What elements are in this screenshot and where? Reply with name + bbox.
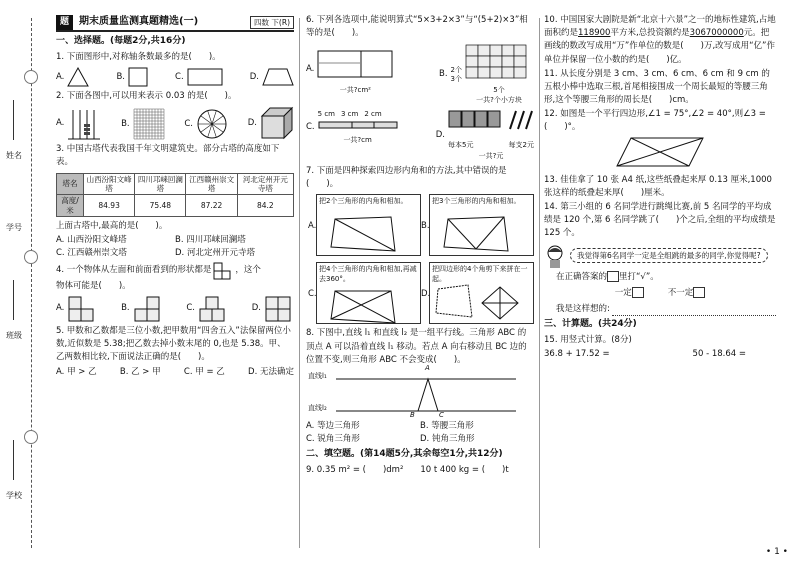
option-a-label[interactable]: A. [56, 71, 65, 82]
q8-options [306, 420, 534, 446]
table-cell: 84.2 [237, 195, 293, 217]
option-a-label[interactable]: A. [56, 303, 65, 314]
table-header: 塔名 [57, 173, 84, 195]
binding-hole [24, 250, 38, 264]
books-pens-figure [448, 109, 534, 135]
line-l1-label: 直线l₁ [308, 371, 327, 380]
check-box-sample [607, 271, 619, 282]
figure-caption: 一共?元 [478, 152, 504, 161]
table-cell: 87.22 [186, 195, 237, 217]
cube-stack-figure [198, 296, 228, 322]
option-a-label[interactable]: A. [306, 63, 315, 74]
option-d-label[interactable]: D. [247, 117, 257, 128]
q7-options [306, 194, 534, 324]
question-5 [56, 325, 294, 380]
question-7 [306, 165, 534, 324]
reason-line [544, 303, 776, 316]
option-uncertain: 不一定 [667, 287, 694, 298]
method-box-b[interactable] [421, 194, 534, 256]
table-header: 河北定州开元寺塔 [237, 173, 293, 195]
column-divider [539, 18, 540, 548]
q1-options [56, 67, 294, 87]
parallelogram-diagram [615, 136, 705, 168]
speech-bubble: 我觉得第6名同学一定是全组跳的最多的同学,你觉得呢? [570, 248, 768, 264]
figure-label: 3个 [450, 74, 462, 83]
section-title: 二、填空题。(第14题5分,其余每空1分,共12分) [306, 449, 503, 460]
square-shape [128, 67, 148, 87]
section-title: 一、选择题。(每题2分,共16分) [56, 36, 186, 46]
option-c-label[interactable]: C. [186, 303, 195, 314]
figure-caption: 一共?cm [343, 136, 372, 145]
segment-label: 3 cm [341, 110, 359, 119]
table-header: 四川邛崃回澜塔 [135, 173, 186, 195]
segment-figure [318, 120, 398, 130]
option-b[interactable]: B. 乙 > 甲 [119, 367, 161, 378]
table-cell: 84.93 [84, 195, 135, 217]
question-stem: 8. 下图中,直线 l₁ 和直线 l₂ 是一组平行线。三角形 ABC 的顶点 A 可以沿着直线 l₁ 移动。若点 A 向右移动且 BC 边的位置不变,则三角形 ABC 不会变成( )。 [306, 328, 527, 365]
question-stem: ，这个 [235, 265, 261, 276]
question-9: 9. 0.35 m² = ( )dm² 10 t 400 kg = ( )t [306, 465, 509, 476]
calc-expression: 50 - 18.64 = [692, 349, 746, 360]
underlined-number: 3067000000 [689, 28, 744, 39]
calc-row [544, 348, 776, 361]
question-stem: 物体可能是( )。 [56, 280, 131, 291]
option-b-label[interactable]: B. [121, 118, 130, 129]
section-title: 三、计算题。(共24分) [544, 319, 637, 330]
student-avatar [544, 244, 566, 268]
grade-tag: 四数 下(R) [250, 16, 294, 29]
figure-caption: 一共?cm² [339, 85, 371, 94]
question-13: 13. 佳佳拿了 10 张 A4 纸,这些纸叠起来厚 0.13 厘米,1000 张这样的纸叠起来厚( )厘米。 [544, 174, 772, 198]
page-number: • 1 • [765, 547, 788, 558]
table-header: 山西汾阳文峰塔 [84, 173, 135, 195]
q6-options-cd [306, 109, 534, 162]
method-text: 把3个三角形的内角和相加。 [432, 197, 521, 206]
check-instruction [544, 271, 776, 284]
option-a[interactable]: A. 甲 > 乙 [56, 367, 97, 378]
name-line [13, 100, 14, 140]
cube-stack-figure [67, 296, 97, 322]
question-stem: 5. 甲数和乙数都是三位小数,把甲数用“四舍五入”法保留两位小数,近似数是 5.38;把乙数去掉小数末尾的 0,也是 5.38。甲、乙两数相比较,下面说法正确的是( )。 [56, 325, 291, 363]
parallel-lines-figure [306, 363, 534, 419]
id-label: 学号 [6, 223, 22, 232]
figure-label: 每本5元 [448, 141, 474, 150]
option-b-label[interactable]: B. [121, 303, 130, 314]
column-1 [56, 14, 294, 382]
q5-options [56, 366, 294, 379]
question-text: 上面古塔中,最高的是( )。 [56, 221, 168, 232]
binding-hole [24, 70, 38, 84]
option-c[interactable]: C. 锐角三角形 [306, 434, 360, 445]
table-header: 江西赣州崇文塔 [186, 173, 237, 195]
option-a-label[interactable]: A. [56, 117, 65, 128]
point-b-label: B [410, 410, 415, 419]
method-box-a[interactable] [308, 194, 421, 256]
cube-stack-figure [264, 296, 294, 322]
segment-label: 2 cm [364, 110, 382, 119]
uncertain-checkbox[interactable] [693, 287, 705, 298]
quad-cut-angles [434, 283, 524, 321]
cube-figure [260, 106, 294, 140]
line-l2-label: 直线l₂ [308, 403, 327, 412]
tower-height-table [56, 173, 294, 218]
school-line [13, 440, 14, 480]
question-stem: 1. 下面图形中,对称轴条数最多的是( )。 [56, 51, 221, 62]
column-2 [306, 14, 534, 478]
school-label: 学校 [6, 491, 22, 500]
certain-checkbox[interactable] [632, 287, 644, 298]
cube-stack-figure [133, 296, 163, 322]
option-d-label: D. [421, 289, 431, 300]
check-options [544, 287, 776, 300]
rectangle-shape [187, 67, 223, 87]
binding-hole [24, 430, 38, 444]
triangle-shape [67, 67, 89, 87]
area-rectangle-figure [317, 43, 393, 79]
student-talk [544, 244, 776, 268]
figure-label: 5个 [493, 85, 505, 94]
option-b-label: B. [421, 221, 430, 232]
option-c[interactable]: C. 甲 = 乙 [183, 367, 225, 378]
class-label: 班级 [6, 331, 22, 340]
abacus-figure [67, 106, 101, 140]
option-c-label[interactable]: C. [306, 122, 315, 133]
question-3 [56, 143, 294, 260]
point-c-label: C [439, 410, 444, 419]
question-15: 15. 用竖式计算。(8分) [544, 335, 632, 346]
hundred-grid-figure [133, 108, 165, 140]
option-d[interactable]: D. 无法确定 [248, 367, 294, 378]
option-certain: 一定 [614, 287, 632, 298]
q2-options [56, 106, 294, 140]
option-d-label[interactable]: D. [251, 303, 261, 314]
q3-options [56, 234, 294, 260]
q4-options [56, 296, 294, 322]
question-14: 14. 第三小组的 6 名同学进行跳绳比赛,前 5 名同学的平均成绩是 120 个,第 6 名同学跳了( )个之后,全组的平均成绩是 125 个。 [544, 202, 776, 239]
question-8 [306, 327, 534, 446]
quad-two-triangles [329, 215, 399, 253]
option-c-label[interactable]: C. [184, 118, 193, 129]
reason-label: 我是这样想的: [556, 303, 610, 314]
table-cell: 高度/米 [57, 195, 84, 217]
question-10 [544, 14, 776, 67]
instruction-text: 在正确答案的 [556, 271, 608, 282]
pie-figure [196, 108, 228, 140]
question-stem: 7. 下面是四种探索四边形内角和的方法,其中错误的是( )。 [306, 166, 507, 190]
option-a[interactable]: A. 等边三角形 [306, 420, 360, 431]
option-c-label: C. [308, 289, 317, 300]
question-stem: 6. 下列各选项中,能说明算式“5×3+2×3”与“(5+2)×3”相等的是( )。 [306, 15, 528, 39]
column-divider [299, 18, 300, 548]
option-d-label[interactable]: D. [435, 130, 445, 141]
view-shape [213, 262, 233, 280]
question-6 [306, 14, 534, 162]
option-b-label[interactable]: B. [438, 69, 448, 80]
quad-three-triangles [442, 215, 512, 253]
cut-line [31, 18, 32, 548]
option-b[interactable]: B. 等腰三角形 [420, 420, 474, 431]
question-4 [56, 262, 294, 322]
option-a-label: A. [308, 221, 317, 232]
option-b-label[interactable]: B. [116, 71, 125, 82]
binding-strip [0, 0, 44, 566]
instruction-text: 里打“√”。 [619, 271, 659, 282]
method-text: 把2个三角形的内角和相加。 [319, 197, 408, 206]
option-d-label[interactable]: D. [249, 71, 259, 82]
column-3 [544, 14, 776, 361]
question-2 [56, 90, 294, 140]
trapezoid-shape [262, 67, 294, 87]
figure-label: 每支2元 [508, 141, 534, 150]
page-title: 期末质量监测真题精选(一) [79, 16, 199, 28]
table-cell: 75.48 [135, 195, 186, 217]
q6-options-ab [306, 43, 534, 106]
question-stem: 2. 下面各图中,可以用来表示 0.03 的是( )。 [56, 91, 237, 102]
name-label: 姓名 [6, 151, 22, 160]
option-d[interactable]: D. 钝角三角形 [420, 434, 475, 445]
class-line [13, 280, 14, 320]
parallelogram-figure [544, 136, 776, 173]
option-a[interactable]: A. 山西汾阳文峰塔 [56, 235, 127, 246]
page-header [56, 14, 294, 32]
question-stem: 3. 中国古塔代表我国千年文明建筑史。部分古塔的高度如下表。 [56, 144, 280, 168]
underlined-number: 118900 [578, 28, 611, 39]
reason-answer-line[interactable] [612, 303, 776, 316]
option-b[interactable]: B. 四川邛崃回澜塔 [175, 235, 246, 246]
figure-label: 2个 [450, 65, 462, 74]
question-12: 12. 如图是一个平行四边形,∠1 = 75°,∠2 = 40°,则∠3 = ( )°。 [544, 109, 766, 133]
segment-label: 5 cm [317, 110, 335, 119]
figure-caption: 一共?个小方块 [476, 96, 522, 105]
question-1 [56, 51, 294, 87]
method-text: 把4个三角形的内角和相加,再减去360°。 [319, 265, 417, 283]
point-a-label: A [425, 363, 430, 372]
cube-block-figure [464, 43, 534, 79]
option-c[interactable]: C. 江西赣州崇文塔 [56, 248, 127, 259]
question-stem: 4. 一个物体从左面和前面看到的形状都是 [56, 265, 212, 276]
method-box-c[interactable] [308, 262, 421, 324]
question-11: 11. 从长度分别是 3 cm、3 cm、6 cm、6 cm 和 9 cm 的五根小棒中选取三根,首尾相接围成一个周长最短的等腰三角形,这个等腰三角形的周长是( )cm。 [544, 68, 770, 106]
parallel-lines-diagram [306, 367, 534, 419]
option-d[interactable]: D. 河北定州开元寺塔 [175, 248, 255, 259]
question-text: 元。把画线的数改写成用“万”作单位的数是( )万,改写成用“亿”作单位并保留一位小数的约是( )亿。 [544, 28, 775, 65]
calc-expression: 36.8 + 17.52 = [544, 349, 610, 360]
method-box-d[interactable] [421, 262, 534, 324]
question-text: 10. 中国国家大剧院是新“北京十六景”之一的地标性建筑,占地面积约是 [544, 15, 776, 39]
option-c-label[interactable]: C. [175, 71, 184, 82]
header-badge: 题 [56, 15, 73, 30]
question-text: 平方米,总投资额约是 [610, 28, 690, 39]
method-text: 把四边形的4个角剪下来拼在一起。 [432, 265, 528, 283]
quad-four-triangles [329, 289, 399, 327]
